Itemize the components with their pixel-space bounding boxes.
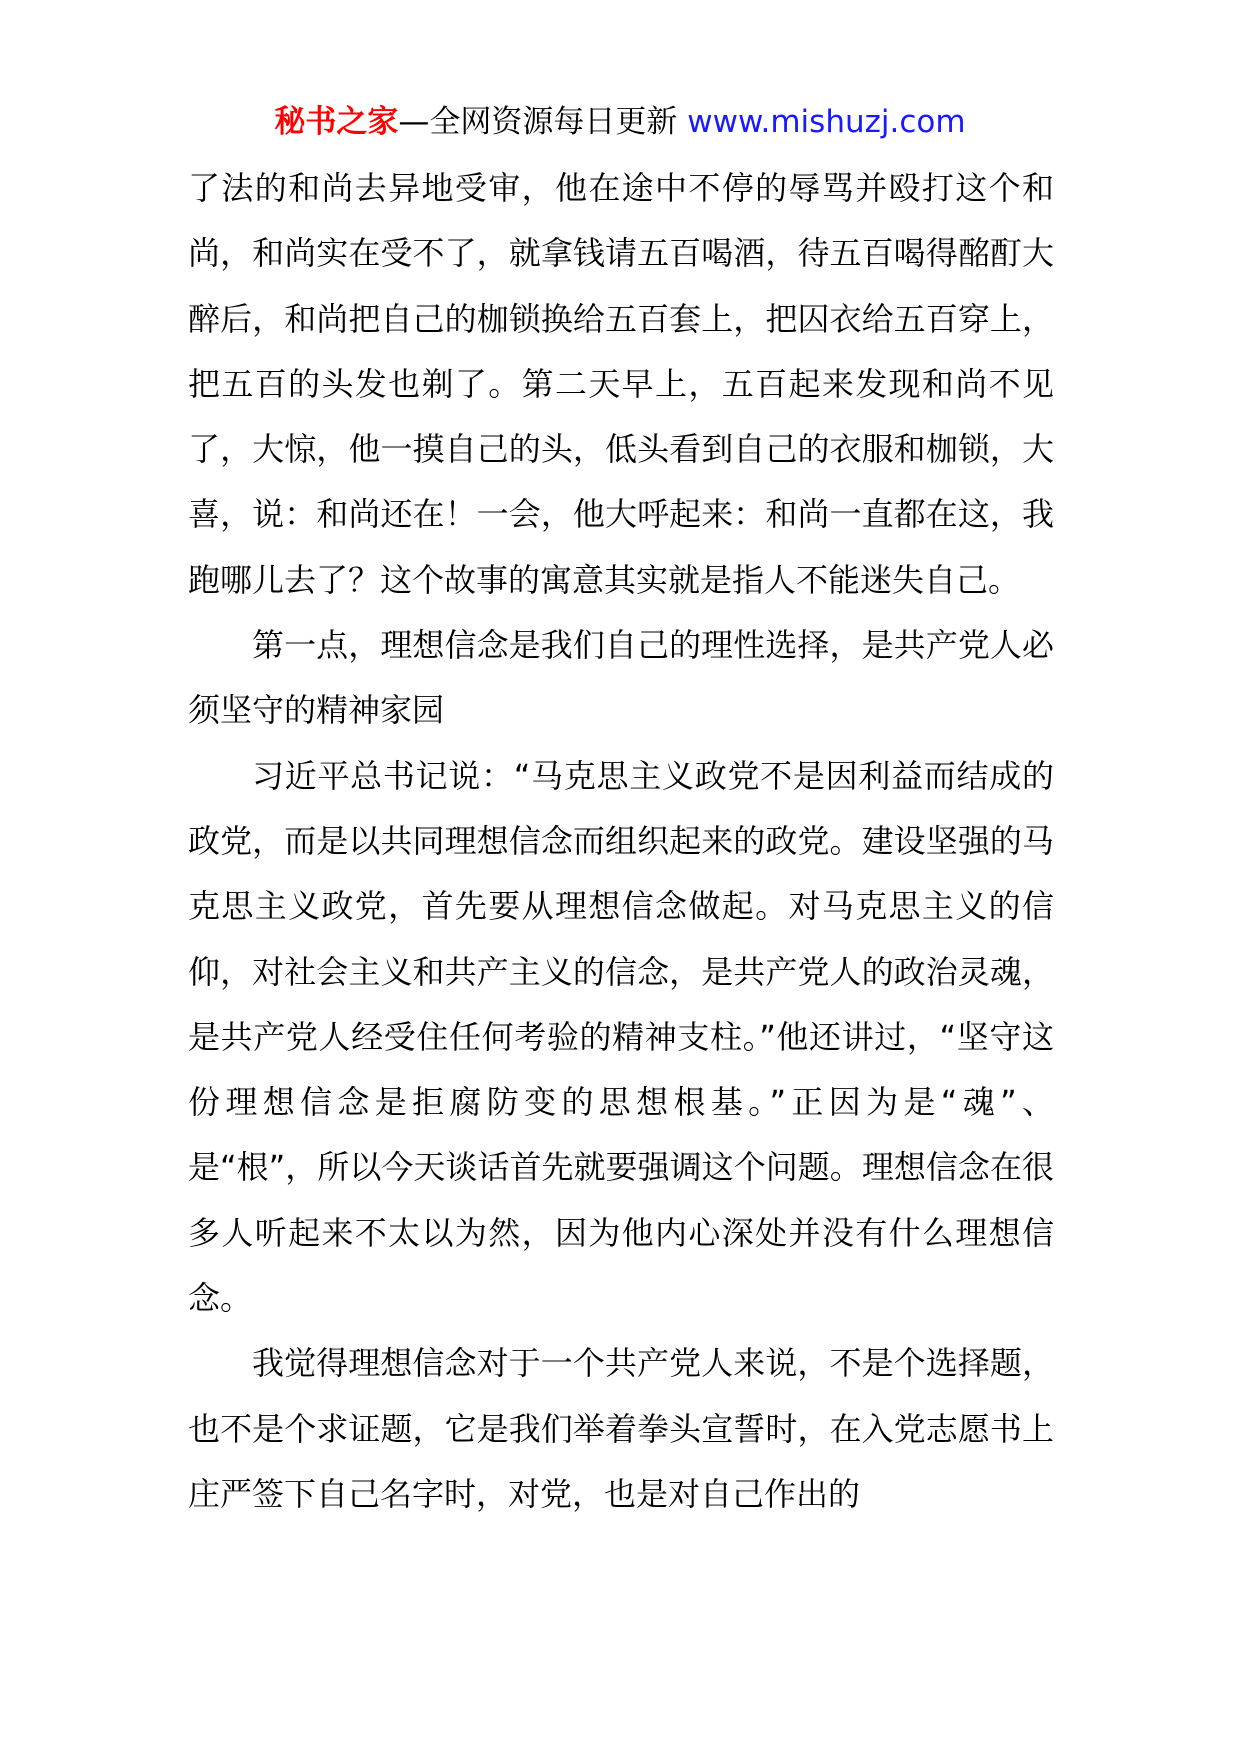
paragraph-quote: 习近平总书记说：“马克思主义政党不是因利益而结成的政党，而是以共同理想信念而组织起来的政党。建设坚强的马克思主义政党，首先要从理想信念做起。对马克思主义的信仰，对社会主义和共产主义的信念，是共产党人的政治灵魂，是共产党人经受住任何考验的精神支柱。”他还讲过，“坚守这份理想信念是拒腐防变的思想根基。”正因为是“魂”、是“根”，所以今天谈话首先就要强调这个问题。理想信念在很多人听起来不太以为然，因为他内心深处并没有什么理想信念。 <box>188 756 1054 1318</box>
document-body <box>188 156 1054 1527</box>
header-tagline: —全网资源每日更新 <box>398 104 688 140</box>
paragraph-ideals: 我觉得理想信念对于一个共产党人来说，不是个选择题，也不是个求证题，它是我们举着拳头宣誓时，在入党志愿书上庄严签下自己名字时，对党，也是对自己作出的 <box>188 1344 1054 1513</box>
paragraph-continuation: 了法的和尚去异地受审，他在途中不停的辱骂并殴打这个和尚，和尚实在受不了，就拿钱请五百喝酒，待五百喝得酩酊大醉后，和尚把自己的枷锁换给五百套上，把囚衣给五百穿上，把五百的头发也剃了。第二天早上，五百起来发现和尚不见了，大惊，他一摸自己的头，低头看到自己的衣服和枷锁，大喜，说：和尚还在！一会，他大呼起来：和尚一直都在这，我跑哪儿去了？这个故事的寓意其实就是指人不能迷失自己。 <box>188 169 1054 599</box>
brand-name: 秘书之家 <box>274 104 399 140</box>
site-url-link[interactable]: www.mishuzj.com <box>687 104 966 140</box>
page-header <box>0 100 1240 144</box>
paragraph-point-one-heading: 第一点，理想信念是我们自己的理性选择，是共产党人必须坚守的精神家园 <box>188 626 1054 730</box>
